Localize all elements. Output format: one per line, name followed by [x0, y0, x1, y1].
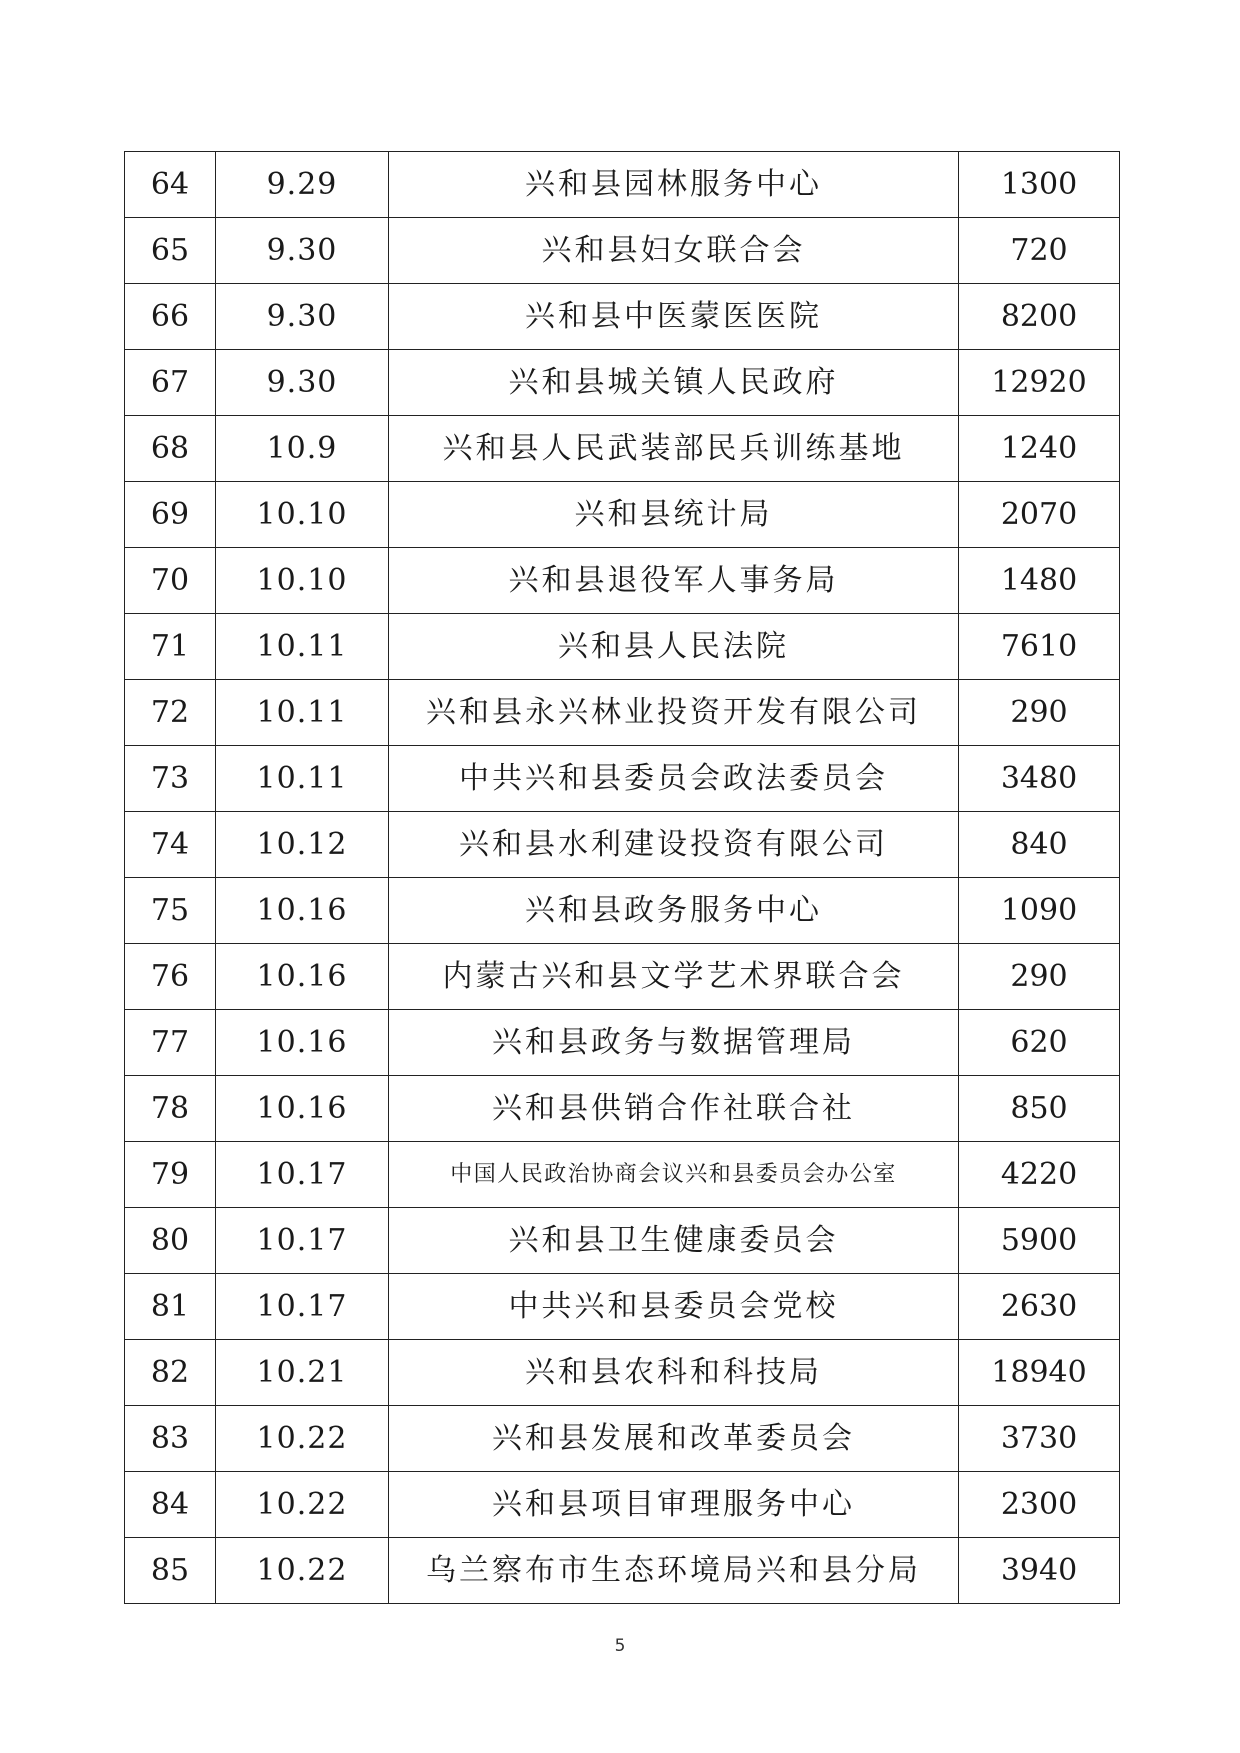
table-row	[125, 680, 1120, 746]
date-cell: 10.11	[216, 680, 389, 746]
table-row	[125, 350, 1120, 416]
unit-name-cell: 兴和县永兴林业投资开发有限公司	[389, 680, 959, 746]
amount-cell: 290	[959, 944, 1120, 1010]
unit-name-cell: 兴和县妇女联合会	[389, 218, 959, 284]
row-number-cell: 76	[125, 944, 216, 1010]
date-cell: 10.16	[216, 878, 389, 944]
date-cell: 10.17	[216, 1274, 389, 1340]
amount-cell: 290	[959, 680, 1120, 746]
unit-name-cell: 兴和县农科和科技局	[389, 1340, 959, 1406]
row-number-cell: 84	[125, 1472, 216, 1538]
amount-cell: 1240	[959, 416, 1120, 482]
row-number-cell: 72	[125, 680, 216, 746]
row-number-cell: 71	[125, 614, 216, 680]
unit-name-cell: 兴和县中医蒙医医院	[389, 284, 959, 350]
row-number-cell: 68	[125, 416, 216, 482]
row-number-cell: 75	[125, 878, 216, 944]
table-row	[125, 284, 1120, 350]
date-cell: 10.22	[216, 1472, 389, 1538]
amount-cell: 7610	[959, 614, 1120, 680]
unit-name-cell: 兴和县项目审理服务中心	[389, 1472, 959, 1538]
row-number-cell: 70	[125, 548, 216, 614]
row-number-cell: 78	[125, 1076, 216, 1142]
amount-cell: 3480	[959, 746, 1120, 812]
table-row	[125, 1274, 1120, 1340]
date-cell: 10.17	[216, 1142, 389, 1208]
row-number-cell: 66	[125, 284, 216, 350]
date-cell: 9.30	[216, 218, 389, 284]
date-cell: 10.12	[216, 812, 389, 878]
unit-name-cell: 兴和县人民武装部民兵训练基地	[389, 416, 959, 482]
unit-name-cell: 中共兴和县委员会政法委员会	[389, 746, 959, 812]
table-row	[125, 944, 1120, 1010]
table-row	[125, 1538, 1120, 1604]
row-number-cell: 77	[125, 1010, 216, 1076]
amount-cell: 1090	[959, 878, 1120, 944]
page-number: 5	[614, 1636, 626, 1656]
amount-cell: 3940	[959, 1538, 1120, 1604]
amount-cell: 1480	[959, 548, 1120, 614]
table-row	[125, 1076, 1120, 1142]
unit-name-cell: 兴和县水利建设投资有限公司	[389, 812, 959, 878]
unit-name-cell: 中共兴和县委员会党校	[389, 1274, 959, 1340]
date-cell: 10.10	[216, 482, 389, 548]
row-number-cell: 67	[125, 350, 216, 416]
amount-cell: 8200	[959, 284, 1120, 350]
table-row	[125, 416, 1120, 482]
row-number-cell: 69	[125, 482, 216, 548]
unit-name-cell: 兴和县园林服务中心	[389, 152, 959, 218]
row-number-cell: 74	[125, 812, 216, 878]
row-number-cell: 85	[125, 1538, 216, 1604]
table-body	[125, 152, 1120, 1604]
row-number-cell: 82	[125, 1340, 216, 1406]
amount-cell: 3730	[959, 1406, 1120, 1472]
table-row	[125, 152, 1120, 218]
amount-cell: 840	[959, 812, 1120, 878]
date-cell: 10.16	[216, 1076, 389, 1142]
date-cell: 10.9	[216, 416, 389, 482]
table-row	[125, 1472, 1120, 1538]
amount-cell: 5900	[959, 1208, 1120, 1274]
amount-cell: 12920	[959, 350, 1120, 416]
date-cell: 10.11	[216, 614, 389, 680]
unit-name-cell: 兴和县政务服务中心	[389, 878, 959, 944]
unit-name-cell: 中国人民政治协商会议兴和县委员会办公室	[389, 1142, 959, 1208]
amount-cell: 850	[959, 1076, 1120, 1142]
unit-name-cell: 内蒙古兴和县文学艺术界联合会	[389, 944, 959, 1010]
unit-name-cell: 兴和县卫生健康委员会	[389, 1208, 959, 1274]
date-cell: 10.21	[216, 1340, 389, 1406]
unit-name-cell: 乌兰察布市生态环境局兴和县分局	[389, 1538, 959, 1604]
unit-name-cell: 兴和县统计局	[389, 482, 959, 548]
date-cell: 10.10	[216, 548, 389, 614]
row-number-cell: 65	[125, 218, 216, 284]
date-cell: 9.30	[216, 350, 389, 416]
unit-name-cell: 兴和县人民法院	[389, 614, 959, 680]
table-row	[125, 1208, 1120, 1274]
unit-name-cell: 兴和县供销合作社联合社	[389, 1076, 959, 1142]
unit-name-cell: 兴和县政务与数据管理局	[389, 1010, 959, 1076]
row-number-cell: 79	[125, 1142, 216, 1208]
row-number-cell: 64	[125, 152, 216, 218]
row-number-cell: 81	[125, 1274, 216, 1340]
table-row	[125, 1340, 1120, 1406]
table-row	[125, 1010, 1120, 1076]
unit-name-cell: 兴和县城关镇人民政府	[389, 350, 959, 416]
payment-table	[124, 151, 1120, 1604]
table-row	[125, 548, 1120, 614]
table-row	[125, 218, 1120, 284]
date-cell: 10.11	[216, 746, 389, 812]
date-cell: 10.22	[216, 1538, 389, 1604]
amount-cell: 18940	[959, 1340, 1120, 1406]
date-cell: 10.17	[216, 1208, 389, 1274]
table-row	[125, 878, 1120, 944]
amount-cell: 2070	[959, 482, 1120, 548]
row-number-cell: 73	[125, 746, 216, 812]
table-row	[125, 812, 1120, 878]
date-cell: 10.16	[216, 1010, 389, 1076]
amount-cell: 2630	[959, 1274, 1120, 1340]
unit-name-cell: 兴和县退役军人事务局	[389, 548, 959, 614]
amount-cell: 1300	[959, 152, 1120, 218]
table-row	[125, 1142, 1120, 1208]
amount-cell: 2300	[959, 1472, 1120, 1538]
date-cell: 10.22	[216, 1406, 389, 1472]
table-row	[125, 1406, 1120, 1472]
amount-cell: 720	[959, 218, 1120, 284]
row-number-cell: 80	[125, 1208, 216, 1274]
date-cell: 9.30	[216, 284, 389, 350]
table-row	[125, 746, 1120, 812]
table-row	[125, 614, 1120, 680]
amount-cell: 620	[959, 1010, 1120, 1076]
date-cell: 10.16	[216, 944, 389, 1010]
row-number-cell: 83	[125, 1406, 216, 1472]
date-cell: 9.29	[216, 152, 389, 218]
unit-name-cell: 兴和县发展和改革委员会	[389, 1406, 959, 1472]
amount-cell: 4220	[959, 1142, 1120, 1208]
table-row	[125, 482, 1120, 548]
